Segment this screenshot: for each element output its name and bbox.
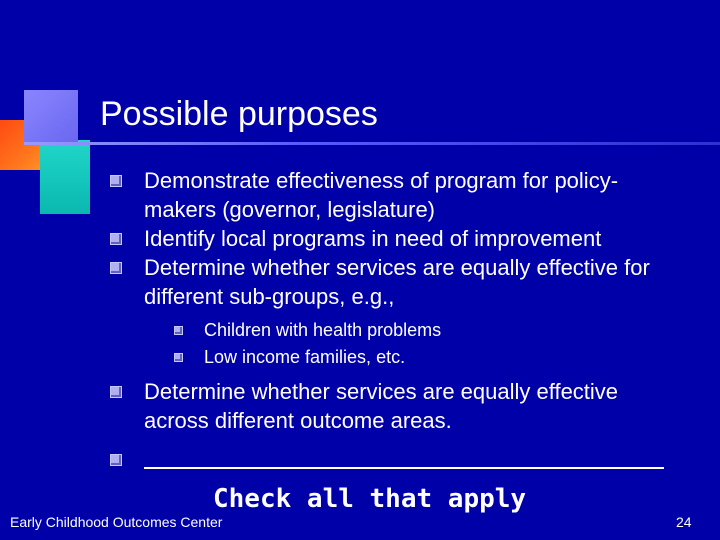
footer-organization: Early Childhood Outcomes Center [10, 514, 223, 530]
bullet-list [110, 166, 680, 476]
check-all-instruction: Check all that apply [213, 484, 527, 514]
title-underline [24, 142, 720, 145]
bullet-item [110, 377, 680, 435]
sub-bullet-text: Low income families, etc. [204, 347, 406, 367]
bullet-text: Identify local programs in need of improvement [144, 226, 602, 251]
checkbox-bullet-icon[interactable] [110, 233, 122, 245]
small-checkbox-bullet-icon[interactable] [174, 326, 183, 335]
slide-title: Possible purposes [100, 95, 378, 133]
small-checkbox-bullet-icon[interactable] [174, 353, 183, 362]
sub-bullet-list [144, 317, 680, 371]
checkbox-bullet-icon[interactable] [110, 454, 122, 466]
sub-bullet-item [174, 344, 680, 371]
bullet-text: Determine whether services are equally effective for different sub-groups, e.g., [144, 255, 650, 309]
checkbox-bullet-icon[interactable] [110, 175, 122, 187]
checkbox-bullet-icon[interactable] [110, 262, 122, 274]
bullet-text: Determine whether services are equally effective across different outcome areas. [144, 379, 619, 433]
decorative-purple-block [24, 90, 78, 144]
write-in-blank-line[interactable] [144, 445, 664, 469]
bullet-item [110, 253, 680, 371]
bullet-item [110, 166, 680, 224]
checkbox-bullet-icon[interactable] [110, 386, 122, 398]
sub-bullet-text: Children with health problems [204, 320, 442, 340]
page-number: 24 [676, 514, 692, 530]
bullet-item [110, 224, 680, 253]
bullet-item-blank [110, 445, 680, 476]
sub-bullet-item [174, 317, 680, 344]
bullet-text: Demonstrate effectiveness of program for policy-makers (governor, legislature) [144, 168, 619, 222]
decorative-teal-block [40, 140, 90, 214]
